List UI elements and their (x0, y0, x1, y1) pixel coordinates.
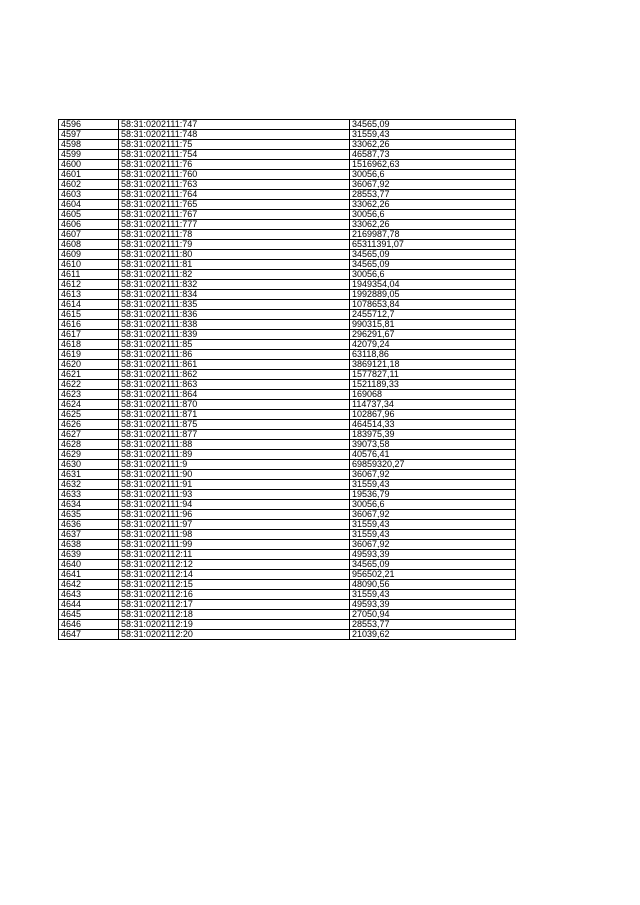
row-number-cell: 4645 (59, 610, 119, 620)
value-cell: 3869121,18 (350, 360, 516, 370)
cadastral-number-cell: 58:31:0202112:16 (119, 590, 350, 600)
row-number-cell: 4605 (59, 210, 119, 220)
value-cell: 33062,26 (350, 140, 516, 150)
table-row (59, 370, 516, 380)
cadastral-number-cell: 58:31:0202111:777 (119, 220, 350, 230)
cadastral-number-cell: 58:31:0202111:861 (119, 360, 350, 370)
cadastral-number-cell: 58:31:0202111:836 (119, 310, 350, 320)
row-number-cell: 4606 (59, 220, 119, 230)
table-row (59, 500, 516, 510)
value-cell: 1949354,04 (350, 280, 516, 290)
cadastral-number-cell: 58:31:0202111:764 (119, 190, 350, 200)
row-number-cell: 4596 (59, 120, 119, 130)
value-cell: 990315,81 (350, 320, 516, 330)
row-number-cell: 4621 (59, 370, 119, 380)
value-cell: 102867,96 (350, 410, 516, 420)
spreadsheet-page (58, 119, 516, 640)
table-row (59, 550, 516, 560)
cadastral-number-cell: 58:31:0202111:89 (119, 450, 350, 460)
cadastral-number-cell: 58:31:0202111:864 (119, 390, 350, 400)
cadastral-number-cell: 58:31:0202111:93 (119, 490, 350, 500)
cadastral-number-cell: 58:31:0202111:80 (119, 250, 350, 260)
cadastral-number-cell: 58:31:0202111:875 (119, 420, 350, 430)
value-cell: 40576,41 (350, 450, 516, 460)
value-cell: 1577827,11 (350, 370, 516, 380)
cadastral-number-cell: 58:31:0202112:19 (119, 620, 350, 630)
cadastral-number-cell: 58:31:0202111:91 (119, 480, 350, 490)
value-cell: 31559,43 (350, 480, 516, 490)
cadastral-number-cell: 58:31:0202111:767 (119, 210, 350, 220)
value-cell: 30056,6 (350, 500, 516, 510)
row-number-cell: 4618 (59, 340, 119, 350)
table-row (59, 460, 516, 470)
row-number-cell: 4622 (59, 380, 119, 390)
row-number-cell: 4616 (59, 320, 119, 330)
value-cell: 69859320,27 (350, 460, 516, 470)
table-row (59, 330, 516, 340)
cadastral-number-cell: 58:31:0202111:94 (119, 500, 350, 510)
cadastral-number-cell: 58:31:0202111:76 (119, 160, 350, 170)
cadastral-number-cell: 58:31:0202111:765 (119, 200, 350, 210)
table-row (59, 560, 516, 570)
table-row (59, 310, 516, 320)
table-row (59, 490, 516, 500)
table-row (59, 140, 516, 150)
row-number-cell: 4644 (59, 600, 119, 610)
cadastral-number-cell: 58:31:0202111:97 (119, 520, 350, 530)
value-cell: 34565,09 (350, 560, 516, 570)
row-number-cell: 4617 (59, 330, 119, 340)
table-row (59, 180, 516, 190)
cadastral-number-cell: 58:31:0202111:99 (119, 540, 350, 550)
cadastral-number-cell: 58:31:0202112:20 (119, 630, 350, 640)
value-cell: 33062,26 (350, 200, 516, 210)
table-row (59, 530, 516, 540)
value-cell: 39073,58 (350, 440, 516, 450)
cadastral-number-cell: 58:31:0202111:763 (119, 180, 350, 190)
table-row (59, 470, 516, 480)
row-number-cell: 4600 (59, 160, 119, 170)
row-number-cell: 4630 (59, 460, 119, 470)
row-number-cell: 4599 (59, 150, 119, 160)
table-row (59, 150, 516, 160)
value-cell: 1516962,63 (350, 160, 516, 170)
row-number-cell: 4624 (59, 400, 119, 410)
row-number-cell: 4632 (59, 480, 119, 490)
cadastral-number-cell: 58:31:0202111:835 (119, 300, 350, 310)
value-cell: 49593,39 (350, 600, 516, 610)
cadastral-number-cell: 58:31:0202112:11 (119, 550, 350, 560)
value-cell: 63118,86 (350, 350, 516, 360)
value-cell: 31559,43 (350, 520, 516, 530)
table-row (59, 210, 516, 220)
value-cell: 28553,77 (350, 190, 516, 200)
value-cell: 1992889,05 (350, 290, 516, 300)
cadastral-number-cell: 58:31:0202112:14 (119, 570, 350, 580)
value-cell: 34565,09 (350, 250, 516, 260)
row-number-cell: 4641 (59, 570, 119, 580)
value-cell: 48090,56 (350, 580, 516, 590)
value-cell: 2169987,78 (350, 230, 516, 240)
row-number-cell: 4609 (59, 250, 119, 260)
row-number-cell: 4638 (59, 540, 119, 550)
row-number-cell: 4615 (59, 310, 119, 320)
cadastral-number-cell: 58:31:0202111:870 (119, 400, 350, 410)
cadastral-number-cell: 58:31:0202112:18 (119, 610, 350, 620)
table-row (59, 390, 516, 400)
table-row (59, 430, 516, 440)
table-row (59, 280, 516, 290)
value-cell: 114737,34 (350, 400, 516, 410)
table-row (59, 320, 516, 330)
row-number-cell: 4637 (59, 530, 119, 540)
value-cell: 34565,09 (350, 260, 516, 270)
cadastral-number-cell: 58:31:0202111:754 (119, 150, 350, 160)
table-row (59, 620, 516, 630)
value-cell: 28553,77 (350, 620, 516, 630)
table-row (59, 590, 516, 600)
table-row (59, 400, 516, 410)
value-cell: 34565,09 (350, 120, 516, 130)
row-number-cell: 4603 (59, 190, 119, 200)
table-row (59, 540, 516, 550)
table-row (59, 170, 516, 180)
value-cell: 49593,39 (350, 550, 516, 560)
table-row (59, 190, 516, 200)
table-row (59, 260, 516, 270)
cadastral-number-cell: 58:31:0202112:12 (119, 560, 350, 570)
cadastral-number-cell: 58:31:0202111:834 (119, 290, 350, 300)
value-cell: 169068 (350, 390, 516, 400)
row-number-cell: 4634 (59, 500, 119, 510)
row-number-cell: 4601 (59, 170, 119, 180)
value-cell: 21039,62 (350, 630, 516, 640)
table-row (59, 420, 516, 430)
table-row (59, 200, 516, 210)
row-number-cell: 4612 (59, 280, 119, 290)
cadastral-number-cell: 58:31:0202111:82 (119, 270, 350, 280)
cadastral-number-cell: 58:31:0202111:838 (119, 320, 350, 330)
cadastral-number-cell: 58:31:0202111:832 (119, 280, 350, 290)
table-row (59, 250, 516, 260)
cadastral-number-cell: 58:31:0202111:9 (119, 460, 350, 470)
table-row (59, 410, 516, 420)
value-cell: 30056,6 (350, 270, 516, 280)
cadastral-number-cell: 58:31:0202111:747 (119, 120, 350, 130)
cadastral-number-cell: 58:31:0202111:75 (119, 140, 350, 150)
cadastral-number-cell: 58:31:0202111:86 (119, 350, 350, 360)
table-row (59, 510, 516, 520)
table-row (59, 630, 516, 640)
value-cell: 464514,33 (350, 420, 516, 430)
row-number-cell: 4628 (59, 440, 119, 450)
table-row (59, 160, 516, 170)
table-row (59, 580, 516, 590)
value-cell: 46587,73 (350, 150, 516, 160)
row-number-cell: 4633 (59, 490, 119, 500)
row-number-cell: 4620 (59, 360, 119, 370)
cadastral-number-cell: 58:31:0202111:760 (119, 170, 350, 180)
row-number-cell: 4607 (59, 230, 119, 240)
row-number-cell: 4597 (59, 130, 119, 140)
value-cell: 183975,39 (350, 430, 516, 440)
table-row (59, 130, 516, 140)
row-number-cell: 4613 (59, 290, 119, 300)
value-cell: 2455712,7 (350, 310, 516, 320)
value-cell: 31559,43 (350, 530, 516, 540)
table-row (59, 360, 516, 370)
row-number-cell: 4639 (59, 550, 119, 560)
value-cell: 36067,92 (350, 510, 516, 520)
table-row (59, 450, 516, 460)
value-cell: 36067,92 (350, 180, 516, 190)
row-number-cell: 4629 (59, 450, 119, 460)
table-row (59, 300, 516, 310)
table-row (59, 600, 516, 610)
row-number-cell: 4640 (59, 560, 119, 570)
table-row (59, 340, 516, 350)
table-row (59, 220, 516, 230)
value-cell: 19536,79 (350, 490, 516, 500)
value-cell: 1521189,33 (350, 380, 516, 390)
cadastral-number-cell: 58:31:0202111:81 (119, 260, 350, 270)
cadastral-number-cell: 58:31:0202111:863 (119, 380, 350, 390)
row-number-cell: 4608 (59, 240, 119, 250)
cadastral-number-cell: 58:31:0202111:79 (119, 240, 350, 250)
table-row (59, 350, 516, 360)
value-cell: 30056,6 (350, 170, 516, 180)
row-number-cell: 4647 (59, 630, 119, 640)
row-number-cell: 4635 (59, 510, 119, 520)
value-cell: 296291,67 (350, 330, 516, 340)
table-body (59, 120, 516, 640)
table-row (59, 290, 516, 300)
row-number-cell: 4610 (59, 260, 119, 270)
cadastral-number-cell: 58:31:0202111:90 (119, 470, 350, 480)
table-row (59, 440, 516, 450)
value-cell: 42079,24 (350, 340, 516, 350)
row-number-cell: 4611 (59, 270, 119, 280)
table-row (59, 520, 516, 530)
value-cell: 36067,92 (350, 470, 516, 480)
value-cell: 33062,26 (350, 220, 516, 230)
value-cell: 36067,92 (350, 540, 516, 550)
row-number-cell: 4626 (59, 420, 119, 430)
row-number-cell: 4598 (59, 140, 119, 150)
row-number-cell: 4604 (59, 200, 119, 210)
table-row (59, 240, 516, 250)
row-number-cell: 4614 (59, 300, 119, 310)
row-number-cell: 4627 (59, 430, 119, 440)
row-number-cell: 4602 (59, 180, 119, 190)
row-number-cell: 4636 (59, 520, 119, 530)
cadastral-number-cell: 58:31:0202112:15 (119, 580, 350, 590)
cadastral-number-cell: 58:31:0202111:98 (119, 530, 350, 540)
row-number-cell: 4642 (59, 580, 119, 590)
cadastral-number-cell: 58:31:0202111:88 (119, 440, 350, 450)
cadastral-number-cell: 58:31:0202111:877 (119, 430, 350, 440)
row-number-cell: 4619 (59, 350, 119, 360)
cadastral-number-cell: 58:31:0202111:78 (119, 230, 350, 240)
cadastral-number-cell: 58:31:0202112:17 (119, 600, 350, 610)
row-number-cell: 4623 (59, 390, 119, 400)
cadastral-number-cell: 58:31:0202111:839 (119, 330, 350, 340)
value-cell: 956502,21 (350, 570, 516, 580)
table-row (59, 270, 516, 280)
data-table (58, 119, 516, 640)
table-row (59, 230, 516, 240)
table-row (59, 120, 516, 130)
cadastral-number-cell: 58:31:0202111:862 (119, 370, 350, 380)
cadastral-number-cell: 58:31:0202111:85 (119, 340, 350, 350)
value-cell: 30056,6 (350, 210, 516, 220)
row-number-cell: 4643 (59, 590, 119, 600)
table-row (59, 570, 516, 580)
row-number-cell: 4625 (59, 410, 119, 420)
table-row (59, 380, 516, 390)
cadastral-number-cell: 58:31:0202111:96 (119, 510, 350, 520)
table-row (59, 480, 516, 490)
value-cell: 27050,94 (350, 610, 516, 620)
cadastral-number-cell: 58:31:0202111:748 (119, 130, 350, 140)
cadastral-number-cell: 58:31:0202111:871 (119, 410, 350, 420)
row-number-cell: 4646 (59, 620, 119, 630)
value-cell: 31559,43 (350, 130, 516, 140)
row-number-cell: 4631 (59, 470, 119, 480)
table-row (59, 610, 516, 620)
value-cell: 31559,43 (350, 590, 516, 600)
value-cell: 65311391,07 (350, 240, 516, 250)
value-cell: 1078653,84 (350, 300, 516, 310)
